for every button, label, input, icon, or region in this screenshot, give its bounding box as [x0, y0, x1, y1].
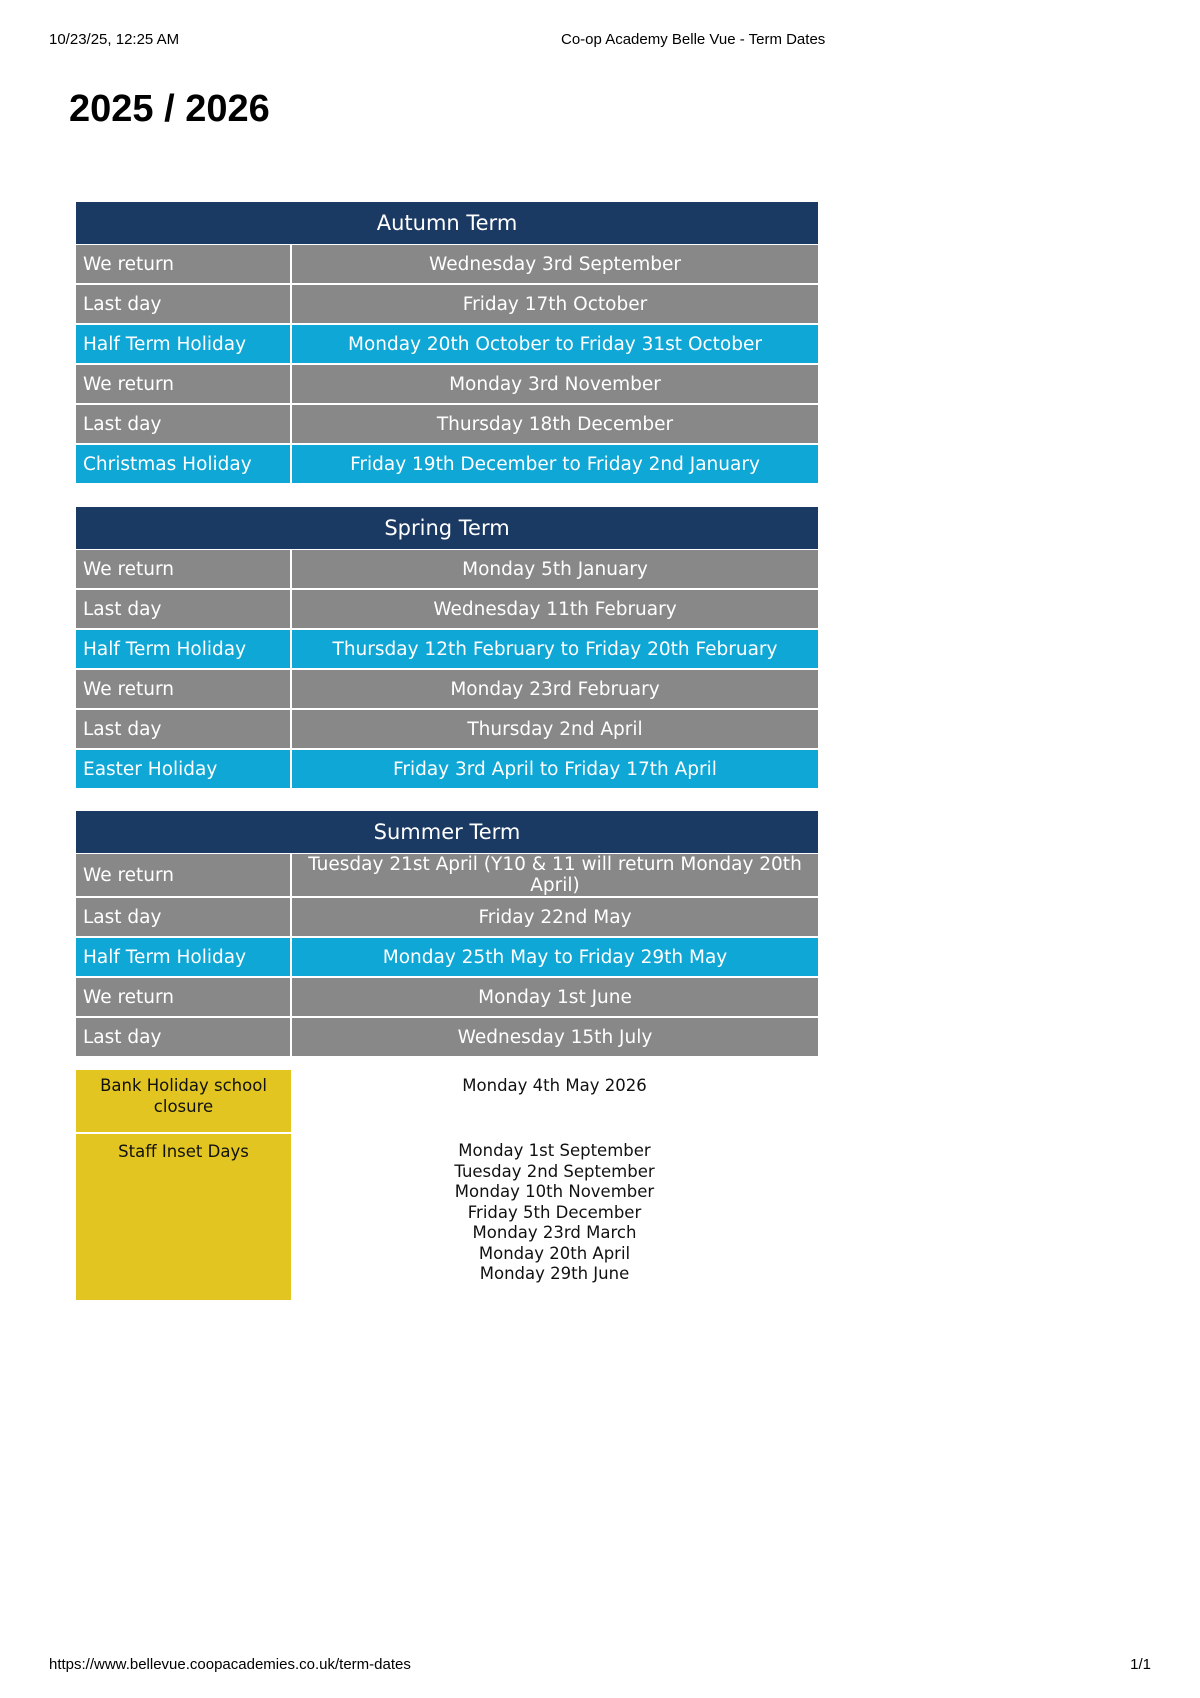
print-datetime: 10/23/25, 12:25 AM: [49, 31, 180, 48]
autumn-term-table: [76, 202, 818, 483]
bank-holiday-date: Monday 4th May 2026: [462, 1076, 647, 1095]
table-row: [76, 550, 818, 590]
row-label: We return: [76, 669, 291, 709]
table-row: [76, 854, 818, 898]
bank-holiday-label: Bank Holiday school closure: [76, 1070, 291, 1133]
row-label: Christmas Holiday: [76, 444, 291, 483]
list-item: Monday 1st September: [458, 1141, 651, 1160]
row-value: Wednesday 15th July: [291, 1017, 818, 1056]
table-row: [76, 404, 818, 444]
row-label: Easter Holiday: [76, 749, 291, 788]
list-item: Monday 10th November: [454, 1182, 655, 1201]
bank-holiday-row: [76, 1070, 818, 1133]
print-header: [49, 31, 1151, 51]
table-row: [76, 364, 818, 404]
term-heading: Spring Term: [76, 507, 818, 550]
table-row-holiday: [76, 444, 818, 483]
inset-days-label: Staff Inset Days: [76, 1133, 291, 1300]
table-row-holiday: [76, 629, 818, 669]
table-row: [76, 977, 818, 1017]
row-label: We return: [76, 977, 291, 1017]
summer-term-table: [76, 811, 818, 1056]
row-label: Half Term Holiday: [76, 937, 291, 977]
row-value: Monday 3rd November: [291, 364, 818, 404]
print-footer: [49, 1656, 1151, 1676]
row-value: Thursday 2nd April: [291, 709, 818, 749]
list-item: Tuesday 2nd September: [454, 1161, 655, 1181]
print-document-title: Co-op Academy Belle Vue - Term Dates: [561, 31, 826, 48]
list-item: Monday 20th April: [478, 1243, 631, 1263]
row-label: Half Term Holiday: [76, 324, 291, 364]
list-item: Friday 5th December: [467, 1202, 642, 1222]
table-row-holiday: [76, 324, 818, 364]
row-value: Wednesday 3rd September: [291, 245, 818, 285]
inset-days-row: [76, 1133, 818, 1300]
page-title: 2025 / 2026: [69, 88, 270, 130]
table-row: [76, 589, 818, 629]
table-row: [76, 284, 818, 324]
row-label: We return: [76, 854, 291, 898]
term-heading: Summer Term: [76, 811, 818, 854]
row-value: Wednesday 11th February: [291, 589, 818, 629]
term-heading: Autumn Term: [76, 202, 818, 245]
row-label: We return: [76, 245, 291, 285]
row-value: Monday 23rd February: [291, 669, 818, 709]
row-label: Last day: [76, 589, 291, 629]
table-row: [76, 709, 818, 749]
row-label: Half Term Holiday: [76, 629, 291, 669]
row-label: Last day: [76, 404, 291, 444]
inset-days-dates: [291, 1133, 818, 1300]
row-value: Tuesday 21st April (Y10 & 11 will return Monday 20th April): [291, 854, 818, 898]
row-value: Monday 5th January: [291, 550, 818, 590]
table-row: [76, 245, 818, 285]
row-label: Last day: [76, 284, 291, 324]
table-row-holiday: [76, 749, 818, 788]
row-value: Friday 3rd April to Friday 17th April: [291, 749, 818, 788]
inset-days-list: [291, 1141, 818, 1285]
table-row-holiday: [76, 937, 818, 977]
page-number: 1/1: [1130, 1656, 1151, 1673]
row-label: Last day: [76, 1017, 291, 1056]
row-value: Friday 17th October: [291, 284, 818, 324]
row-value: Thursday 12th February to Friday 20th February: [291, 629, 818, 669]
table-row: [76, 669, 818, 709]
row-label: Last day: [76, 897, 291, 937]
row-label: We return: [76, 550, 291, 590]
extra-dates-table: [76, 1070, 818, 1300]
row-label: Last day: [76, 709, 291, 749]
row-value: Monday 25th May to Friday 29th May: [291, 937, 818, 977]
row-label: We return: [76, 364, 291, 404]
row-value: Friday 22nd May: [291, 897, 818, 937]
row-value: Monday 20th October to Friday 31st October: [291, 324, 818, 364]
row-value: Monday 1st June: [291, 977, 818, 1017]
spring-term-table: [76, 507, 818, 788]
row-value: Thursday 18th December: [291, 404, 818, 444]
table-row: [76, 1017, 818, 1056]
table-row: [76, 897, 818, 937]
row-value: Friday 19th December to Friday 2nd January: [291, 444, 818, 483]
list-item: Monday 29th June: [479, 1264, 630, 1283]
page-url: https://www.bellevue.coopacademies.co.uk/term-dates: [49, 1656, 411, 1673]
list-item: Monday 23rd March: [472, 1223, 637, 1242]
